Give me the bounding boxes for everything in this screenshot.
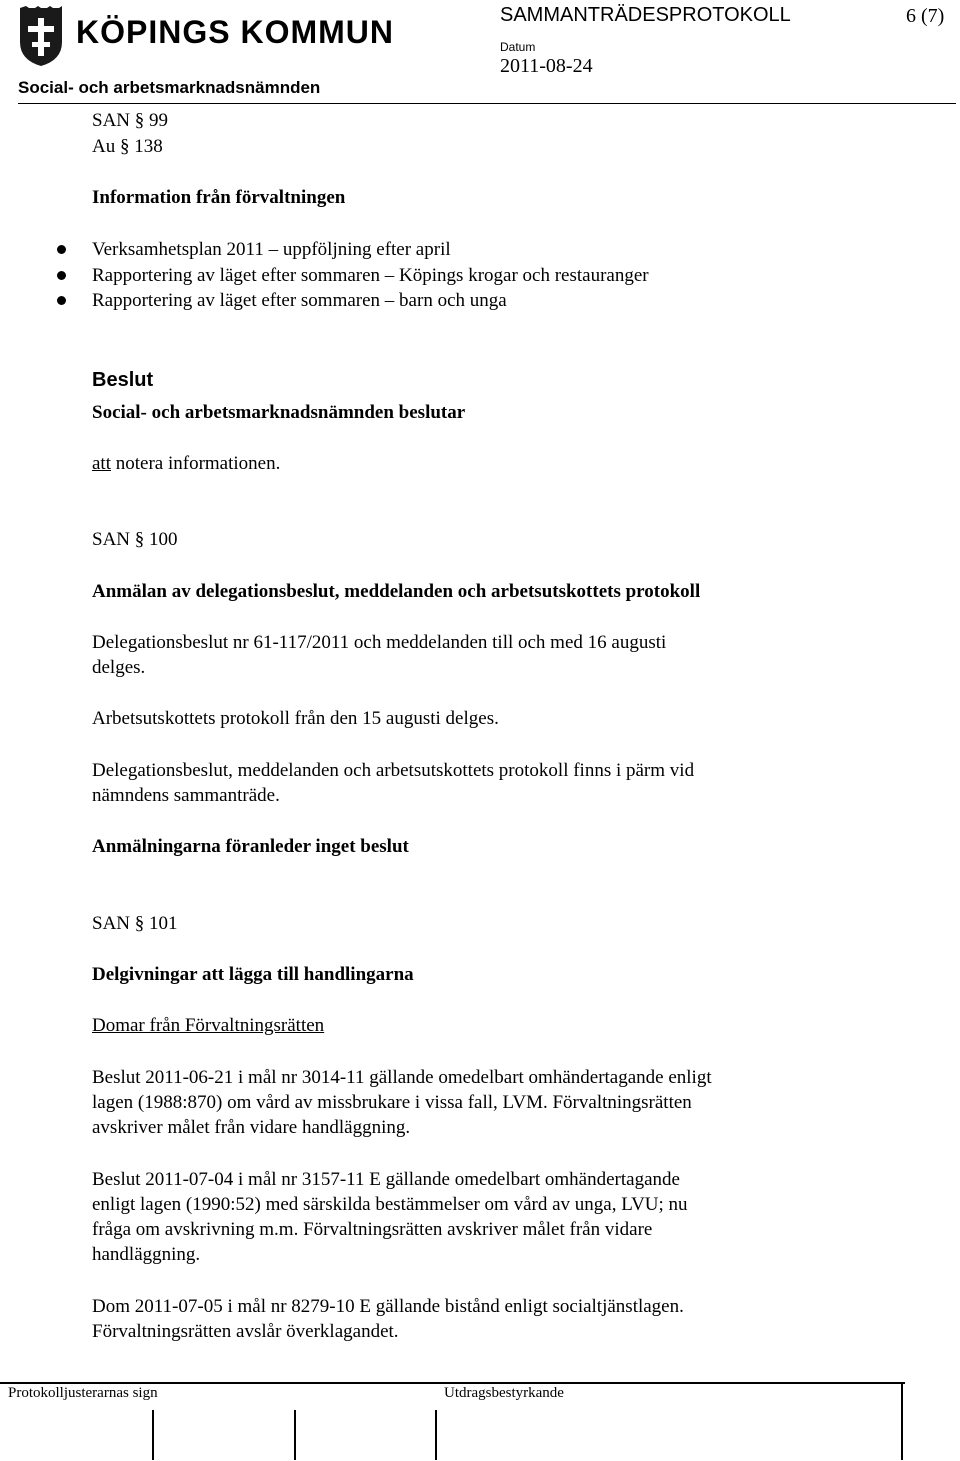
bullet-icon [57, 271, 66, 280]
section-heading: Anmälan av delegationsbeslut, meddelanden och arbetsutskottets protokoll [92, 581, 701, 602]
ruling-line: lagen (1988:870) om vård av missbrukare i vissa fall, LVM. Förvaltningsrätten [92, 1092, 692, 1113]
date-label: Datum [500, 40, 536, 54]
bullet-icon [57, 245, 66, 254]
ruling-item [92, 1065, 712, 1140]
municipal-logo [18, 6, 394, 72]
signature-box-divider [152, 1410, 154, 1460]
signature-box-divider [901, 1384, 903, 1460]
ruling-line: handläggning. [92, 1244, 201, 1265]
header-rule [18, 103, 956, 104]
paragraph-line: Delegationsbeslut, meddelanden och arbetsutskottets protokoll finns i pärm vid [92, 760, 695, 781]
decision-subheading: Social- och arbetsmarknadsnämnden beslutar [92, 402, 466, 423]
footer-rule [0, 1382, 905, 1384]
section-number: SAN § 100 [92, 529, 178, 550]
ruling-line: fråga om avskrivning m.m. Förvaltningsrätten avskriver målet från vidare [92, 1219, 653, 1240]
section-heading: Information från förvaltningen [92, 187, 346, 208]
bullet-icon [57, 296, 66, 305]
section-heading: Delgivningar att lägga till handlingarna [92, 964, 414, 985]
ruling-line: enligt lagen (1990:52) med särskilda bestämmelser om vård av unga, LVU; nu [92, 1194, 688, 1215]
signature-box-divider [294, 1410, 296, 1460]
list-item: Rapportering av läget efter sommaren – Köpings krogar och restauranger [92, 265, 649, 286]
page-number: 6 (7) [906, 5, 945, 27]
excerpt-label: Utdragsbestyrkande [444, 1385, 564, 1401]
document-type: SAMMANTRÄDESPROTOKOLL [500, 4, 791, 26]
ruling-line: Beslut 2011-06-21 i mål nr 3014-11 gällande omedelbart omhändertagande enligt [92, 1067, 712, 1088]
ruling-line: avskriver målet från vidare handläggning. [92, 1117, 411, 1138]
committee-name: Social- och arbetsmarknadsnämnden [18, 78, 321, 97]
subheading: Domar från Förvaltningsrätten [92, 1015, 325, 1036]
list-item: Rapportering av läget efter sommaren – barn och unga [92, 290, 507, 311]
list-item: Verksamhetsplan 2011 – uppföljning efter april [92, 239, 451, 260]
ruling-item [92, 1167, 688, 1267]
ruling-line: Dom 2011-07-05 i mål nr 8279-10 E gällande bistånd enligt socialtjänstlagen. [92, 1296, 684, 1317]
decision-heading: Beslut [92, 369, 154, 391]
paragraph [92, 630, 666, 680]
paragraph [92, 758, 694, 808]
section-number: SAN § 101 [92, 913, 178, 934]
paragraph-line: nämndens sammanträde. [92, 785, 280, 806]
section-number: SAN § 99 [92, 110, 169, 131]
paragraph-line: delges. [92, 657, 146, 678]
conclusion: Anmälningarna föranleder inget beslut [92, 836, 409, 857]
logo-text: KÖPINGS KOMMUN [76, 14, 394, 50]
att-keyword: att [92, 453, 111, 474]
paragraph-line: Delegationsbeslut nr 61-117/2011 och meddelanden till och med 16 augusti [92, 632, 667, 653]
decision-body: notera informationen. [111, 453, 281, 474]
coat-of-arms-icon [18, 6, 64, 68]
decision-text [92, 451, 280, 476]
ruling-item [92, 1294, 684, 1344]
signature-box-divider [435, 1410, 437, 1460]
paragraph: Arbetsutskottets protokoll från den 15 augusti delges. [92, 708, 499, 729]
ruling-line: Beslut 2011-07-04 i mål nr 3157-11 E gällande omedelbart omhändertagande [92, 1169, 680, 1190]
signature-label: Protokolljusterarnas sign [8, 1385, 158, 1401]
date-value: 2011-08-24 [500, 55, 593, 77]
ruling-line: Förvaltningsrätten avslår överklagandet. [92, 1321, 399, 1342]
au-number: Au § 138 [92, 136, 163, 157]
